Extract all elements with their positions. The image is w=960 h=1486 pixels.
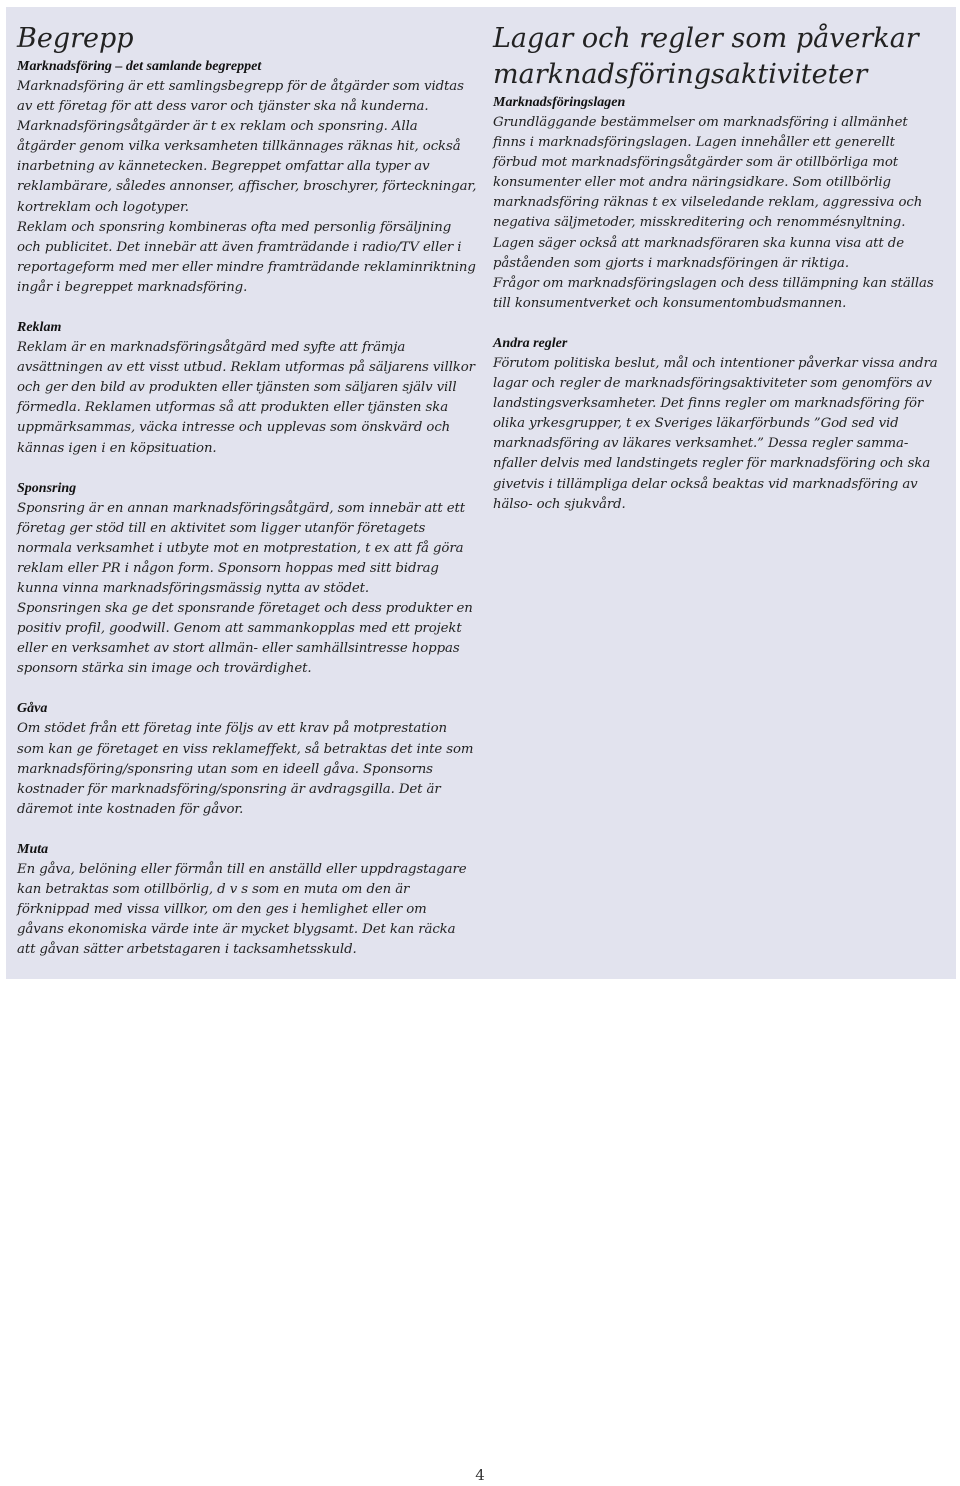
section-heading: Muta bbox=[17, 841, 49, 857]
paragraph: Om stödet från ett företag inte följs av ett krav på motprestation som kan ge företaget en viss reklameffekt, så betraktas det inte som marknadsföring/sponsring utan som en ideell gåva. Sponsorns kostnader för marknadsföring/sponsring är avdragsgilla. Det är däremot inte kostnaden för gåvor. bbox=[17, 721, 474, 817]
page-number: 4 bbox=[475, 1466, 485, 1484]
section-heading: Andra regler bbox=[493, 335, 568, 351]
section-andra-regler bbox=[493, 334, 943, 515]
paragraph: Förutom politiska beslut, mål och intentioner påverkar vissa andra lagar och regler de marknadsföringsaktiviteter som genomförs av landstingsverksamheter. Det finns regler om marknadsföring för olika yrkesgrupper, t ex Sveriges läkarförbunds ”God sed vid marknadsföring av läkares verksamhet.” Dessa regler sammanfaller delvis med landstingets regler för marknadsföring och ska givetvis i tillämpliga delar också beaktas vid marknadsföring av hälso- och sjukvård. bbox=[493, 355, 938, 512]
page-title: Begrepp bbox=[17, 23, 134, 54]
right-title: Lagar och regler som påverkar marknadsföringsaktiviteter bbox=[493, 23, 919, 90]
right-column bbox=[493, 21, 943, 515]
section-gava bbox=[17, 699, 477, 819]
paragraph: Grundläggande bestämmelser om marknadsföring i allmänhet finns i marknadsföringslagen. Lagen innehåller ett generellt förbud mot marknadsföringsåtgärder som är otillbörliga mot konsumenter eller mot andra näringsidkare. Som otillbörlig marknadsföring räknas t ex vilseledande reklam, aggressiva och negativa säljmetoder, misskreditering och renommésnyltning. bbox=[493, 115, 923, 231]
paragraph: Sponsringen ska ge det sponsrande företaget och dess produkter en positiv profil, goodwill. Genom att sammankopplas med ett projekt eller en verksamhet av stort allmän- eller samhällsintresse hoppas sponsorn stärka sin image och trovärdighet. bbox=[17, 601, 473, 677]
section-heading: Gåva bbox=[17, 701, 48, 717]
section-heading: Marknadsföring – det samlande begreppet bbox=[17, 59, 262, 74]
paragraph: En gåva, belöning eller förmån till en anställd eller uppdragstagare kan betraktas som otillbörlig, d v s som en muta om den är förknippad med vissa villkor, om den ges i hemlighet eller om gåvans ekonomiska värde inte är mycket blygsamt. Det kan räcka att gåvan sätter arbetstagaren i tacksamhetsskuld. bbox=[17, 861, 467, 958]
section-reklam bbox=[17, 318, 477, 459]
paragraph: Reklam är en marknadsföringsåtgärd med syfte att främja avsättningen av ett visst utbud. Reklam utformas på säljarens villkor och ger den bild av produkten eller tjänsten som säljaren själv vill förmedla. Reklamen utformas så att produkten eller tjänsten ska uppmärksammas, väcka intresse och upplevas som önskvärd och kännas igen i en köpsituation. bbox=[17, 340, 475, 456]
section-marknadsforing bbox=[17, 57, 477, 298]
paragraph: Frågor om marknadsföringslagen och dess tillämpning kan ställas till konsumentverket och konsumentombudsmannen. bbox=[493, 275, 934, 311]
content-panel bbox=[6, 7, 956, 979]
section-sponsring bbox=[17, 479, 477, 680]
paragraph: Reklam och sponsring kombineras ofta med personlig försäljning och publicitet. Det innebär att även framträdande i radio/TV eller i reportageform med mer eller mindre framträdande reklaminriktning ingår i begreppet marknadsföring. bbox=[17, 219, 476, 295]
section-heading: Sponsring bbox=[17, 480, 77, 496]
paragraph: Lagen säger också att marknadsföraren ska kunna visa att de påståenden som gjorts i marknadsföringen är riktiga. bbox=[493, 235, 904, 271]
left-column bbox=[17, 21, 477, 960]
paragraph: Marknadsföring är ett samlingsbegrepp för de åtgärder som vidtas av ett företag för att dess varor och tjänster ska nå kunderna. Marknadsföringsåtgärder är t ex reklam och sponsring. Alla åtgärder genom vilka verksamheten tillkännages räknas hit, också inarbetning av kännetecken. Begreppet omfattar alla typer av reklambärare, således annonser, affischer, broschyrer, förteckningar, kortreklam och logotyper. bbox=[17, 79, 477, 215]
section-heading: Reklam bbox=[17, 320, 62, 336]
section-marknadsforingslagen bbox=[493, 93, 943, 314]
section-muta bbox=[17, 840, 477, 960]
section-heading: Marknadsföringslagen bbox=[493, 95, 626, 110]
paragraph: Sponsring är en annan marknadsföringsåtgärd, som innebär att ett företag ger stöd till en aktivitet som ligger utanför företagets normala verksamhet i utbyte mot en motprestation, t ex att få göra reklam eller PR i någon form. Sponsorn hoppas med sitt bidrag kunna vinna marknadsföringsmässig nytta av stödet. bbox=[17, 500, 466, 596]
